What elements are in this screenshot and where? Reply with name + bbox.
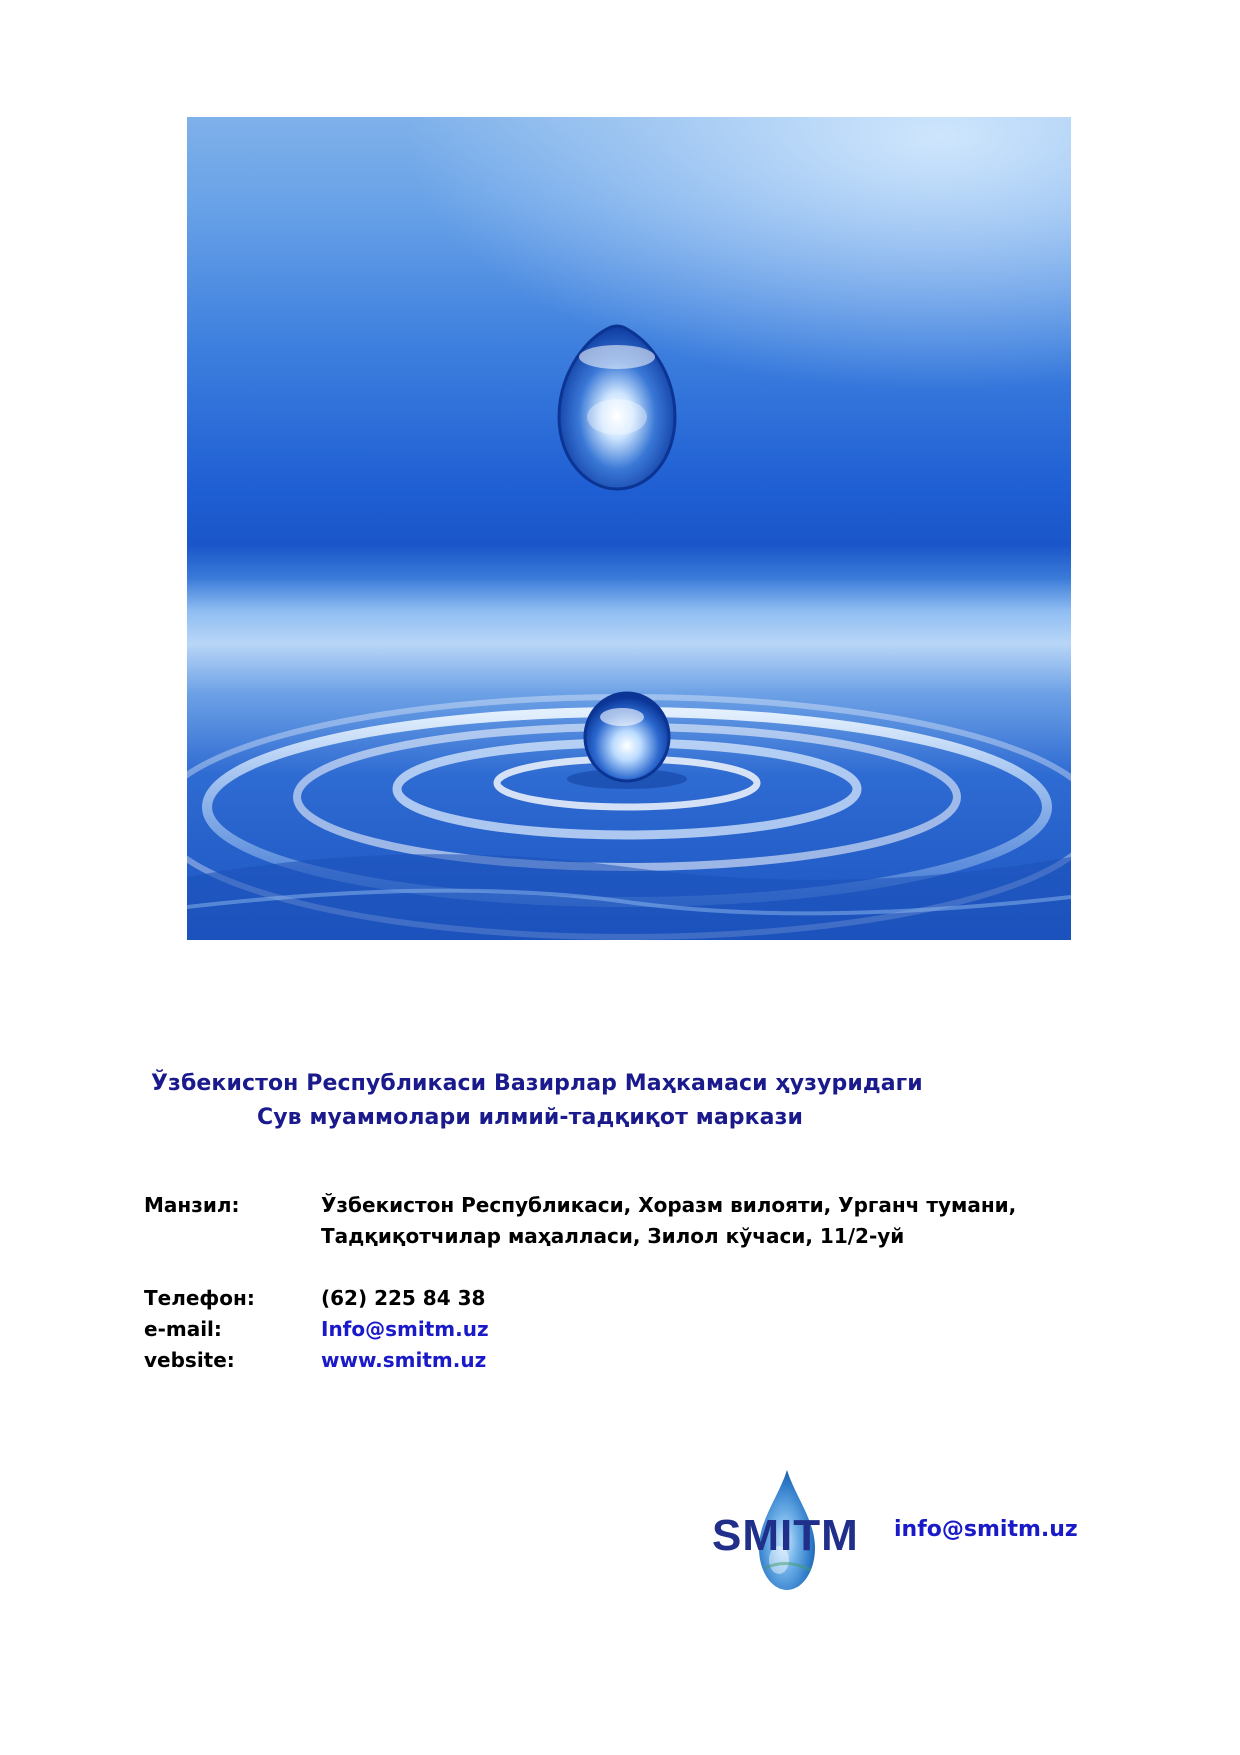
smitm-logo-text: SMITM (712, 1511, 859, 1560)
email-link[interactable]: Info@smitm.uz (321, 1317, 489, 1341)
organization-title-line-1: Ўзбекистон Республикаси Вазирлар Маҳкамаси ҳузуридаги (151, 1071, 923, 1096)
address-label: Манзил: (144, 1193, 240, 1217)
website-label: vebsite: (144, 1348, 235, 1372)
water-drop-photo-icon (187, 117, 1071, 940)
phone-label: Телефон: (144, 1286, 255, 1310)
email-label: e-mail: (144, 1317, 222, 1341)
address-line-2: Тадқиқотчилар маҳалласи, Зилол кўчаси, 11/2-уй (321, 1224, 905, 1248)
cover-photo (187, 117, 1071, 940)
phone-value: (62) 225 84 38 (321, 1286, 486, 1310)
organization-title-line-2: Сув муаммолари илмий-тадқиқот маркази (257, 1105, 803, 1130)
website-link[interactable]: www.smitm.uz (321, 1348, 487, 1372)
address-line-1: Ўзбекистон Республикаси, Хоразм вилояти, Урганч тумани, (321, 1193, 1017, 1217)
footer-email-link[interactable]: info@smitm.uz (894, 1517, 1078, 1542)
